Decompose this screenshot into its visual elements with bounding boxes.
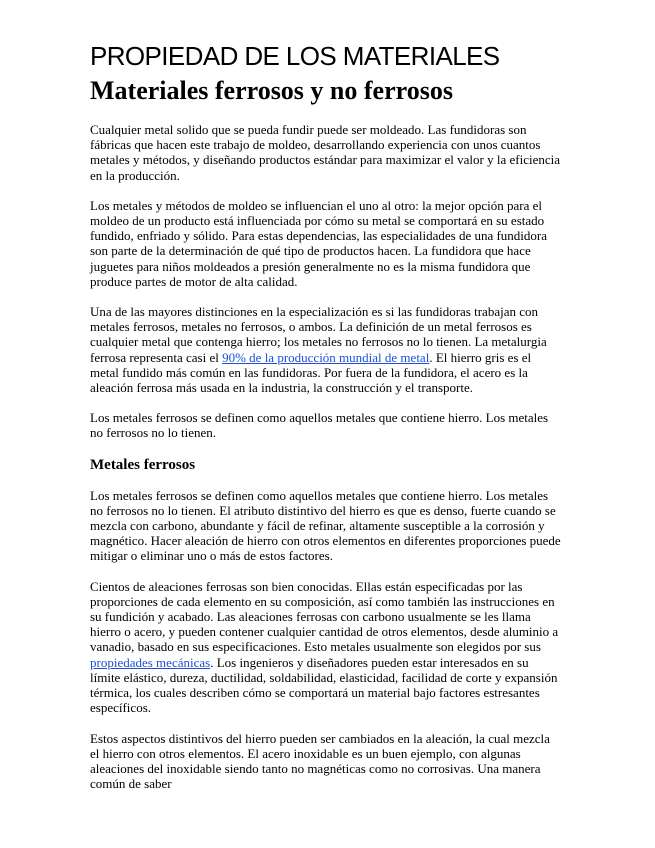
paragraph-3-text-start: Una de las mayores distinciones en la especialización es si las fundidoras trabajan con metales ferrosos, metales no ferrosos, o ambos. La definición de un metal ferrosos es cualquier metal que contenga hierro; los metales no ferrosos no lo tienen. La metalurgia ferrosa representa casi el <box>90 304 547 365</box>
paragraph-4: Los metales ferrosos se definen como aquellos metales que contiene hierro. Los metales no ferrosos no lo tienen. <box>90 410 549 441</box>
paragraph-6 <box>90 579 562 716</box>
document-title: PROPIEDAD DE LOS MATERIALES <box>90 41 500 71</box>
section-heading-ferrous-metals: Metales ferrosos <box>90 456 196 473</box>
world-metal-production-link[interactable]: 90% de la producción mundial de metal <box>222 349 430 365</box>
paragraph-5: Los metales ferrosos se definen como aquellos metales que contiene hierro. Los metales no ferrosos no lo tienen. El atributo distintivo del hierro es que es denso, fuerte cuando se mezcla con carbono, abundante y fácil de refinar, altamente susceptible a la corrosión y magnético. Hacer aleación de hierro con otros elementos en diferentes proporciones puede mitigar o eliminar uno o más de estos factores. <box>90 487 561 564</box>
paragraph-6-text-end: . Los ingenieros y diseñadores pueden estar interesados en su límite elástico, dureza, ductilidad, soldabilidad, elasticidad, facilidad de corte y expansión térmica, los cuales describen cómo se comportará un material bajo factores estresantes específicos. <box>90 654 558 716</box>
mechanical-properties-link[interactable]: propiedades mecánicas <box>90 654 211 670</box>
paragraph-1: Cualquier metal solido que se pueda fundir puede ser moldeado. Las fundidoras son fábricas que hacen este trabajo de moldeo, desarrollando experiencia con unos cuantos metales y métodos, y diseñando productos estándar para maximizar el valor y la eficiencia en la producción. <box>90 122 560 183</box>
document-body <box>90 122 562 806</box>
paragraph-2: Los metales y métodos de moldeo se influencian el uno al otro: la mejor opción para el moldeo de un producto está influenciada por cómo su metal se comportará en su estado fundido, enfriado y sólido. Para estas dependencias, las especialidades de una fundidora son parte de la determinación de qué tipo de productos hacen. La fundidora que hace juguetes para niños moldeados a presión generalmente no es la misma fundidora que produce partes de motor de alta calidad. <box>90 197 548 289</box>
paragraph-6-text-start: Cientos de aleaciones ferrosas son bien conocidas. Ellas están especificadas por las proporciones de cada elemento en su composición, así como también las instrucciones en su fundición y acabado. Las aleaciones ferrosas con carbono usualmente se les llama hierro o acero, y pueden contener cualquier cantidad de otros elementos, desde aluminio a vanadio, basado en sus especificaciones. Esto metales usualmente son elegidos por sus <box>90 578 559 655</box>
paragraph-7: Estos aspectos distintivos del hierro pueden ser cambiados en la aleación, la cual mezcla el hierro con otros elementos. El acero inoxidable es un buen ejemplo, con algunas aleaciones del inoxidable siendo tanto no magnéticas como no corrosivas. Una manera común de saber <box>90 730 550 792</box>
paragraph-3-text-end: . El hierro gris es el metal fundido más común en las fundidoras. Por fuera de la fundidora, el acero es la aleación ferrosa más usada en la industria, la construcción y el transporte. <box>90 349 532 396</box>
paragraph-3 <box>90 304 562 395</box>
document-subtitle: Materiales ferrosos y no ferrosos <box>90 76 453 105</box>
